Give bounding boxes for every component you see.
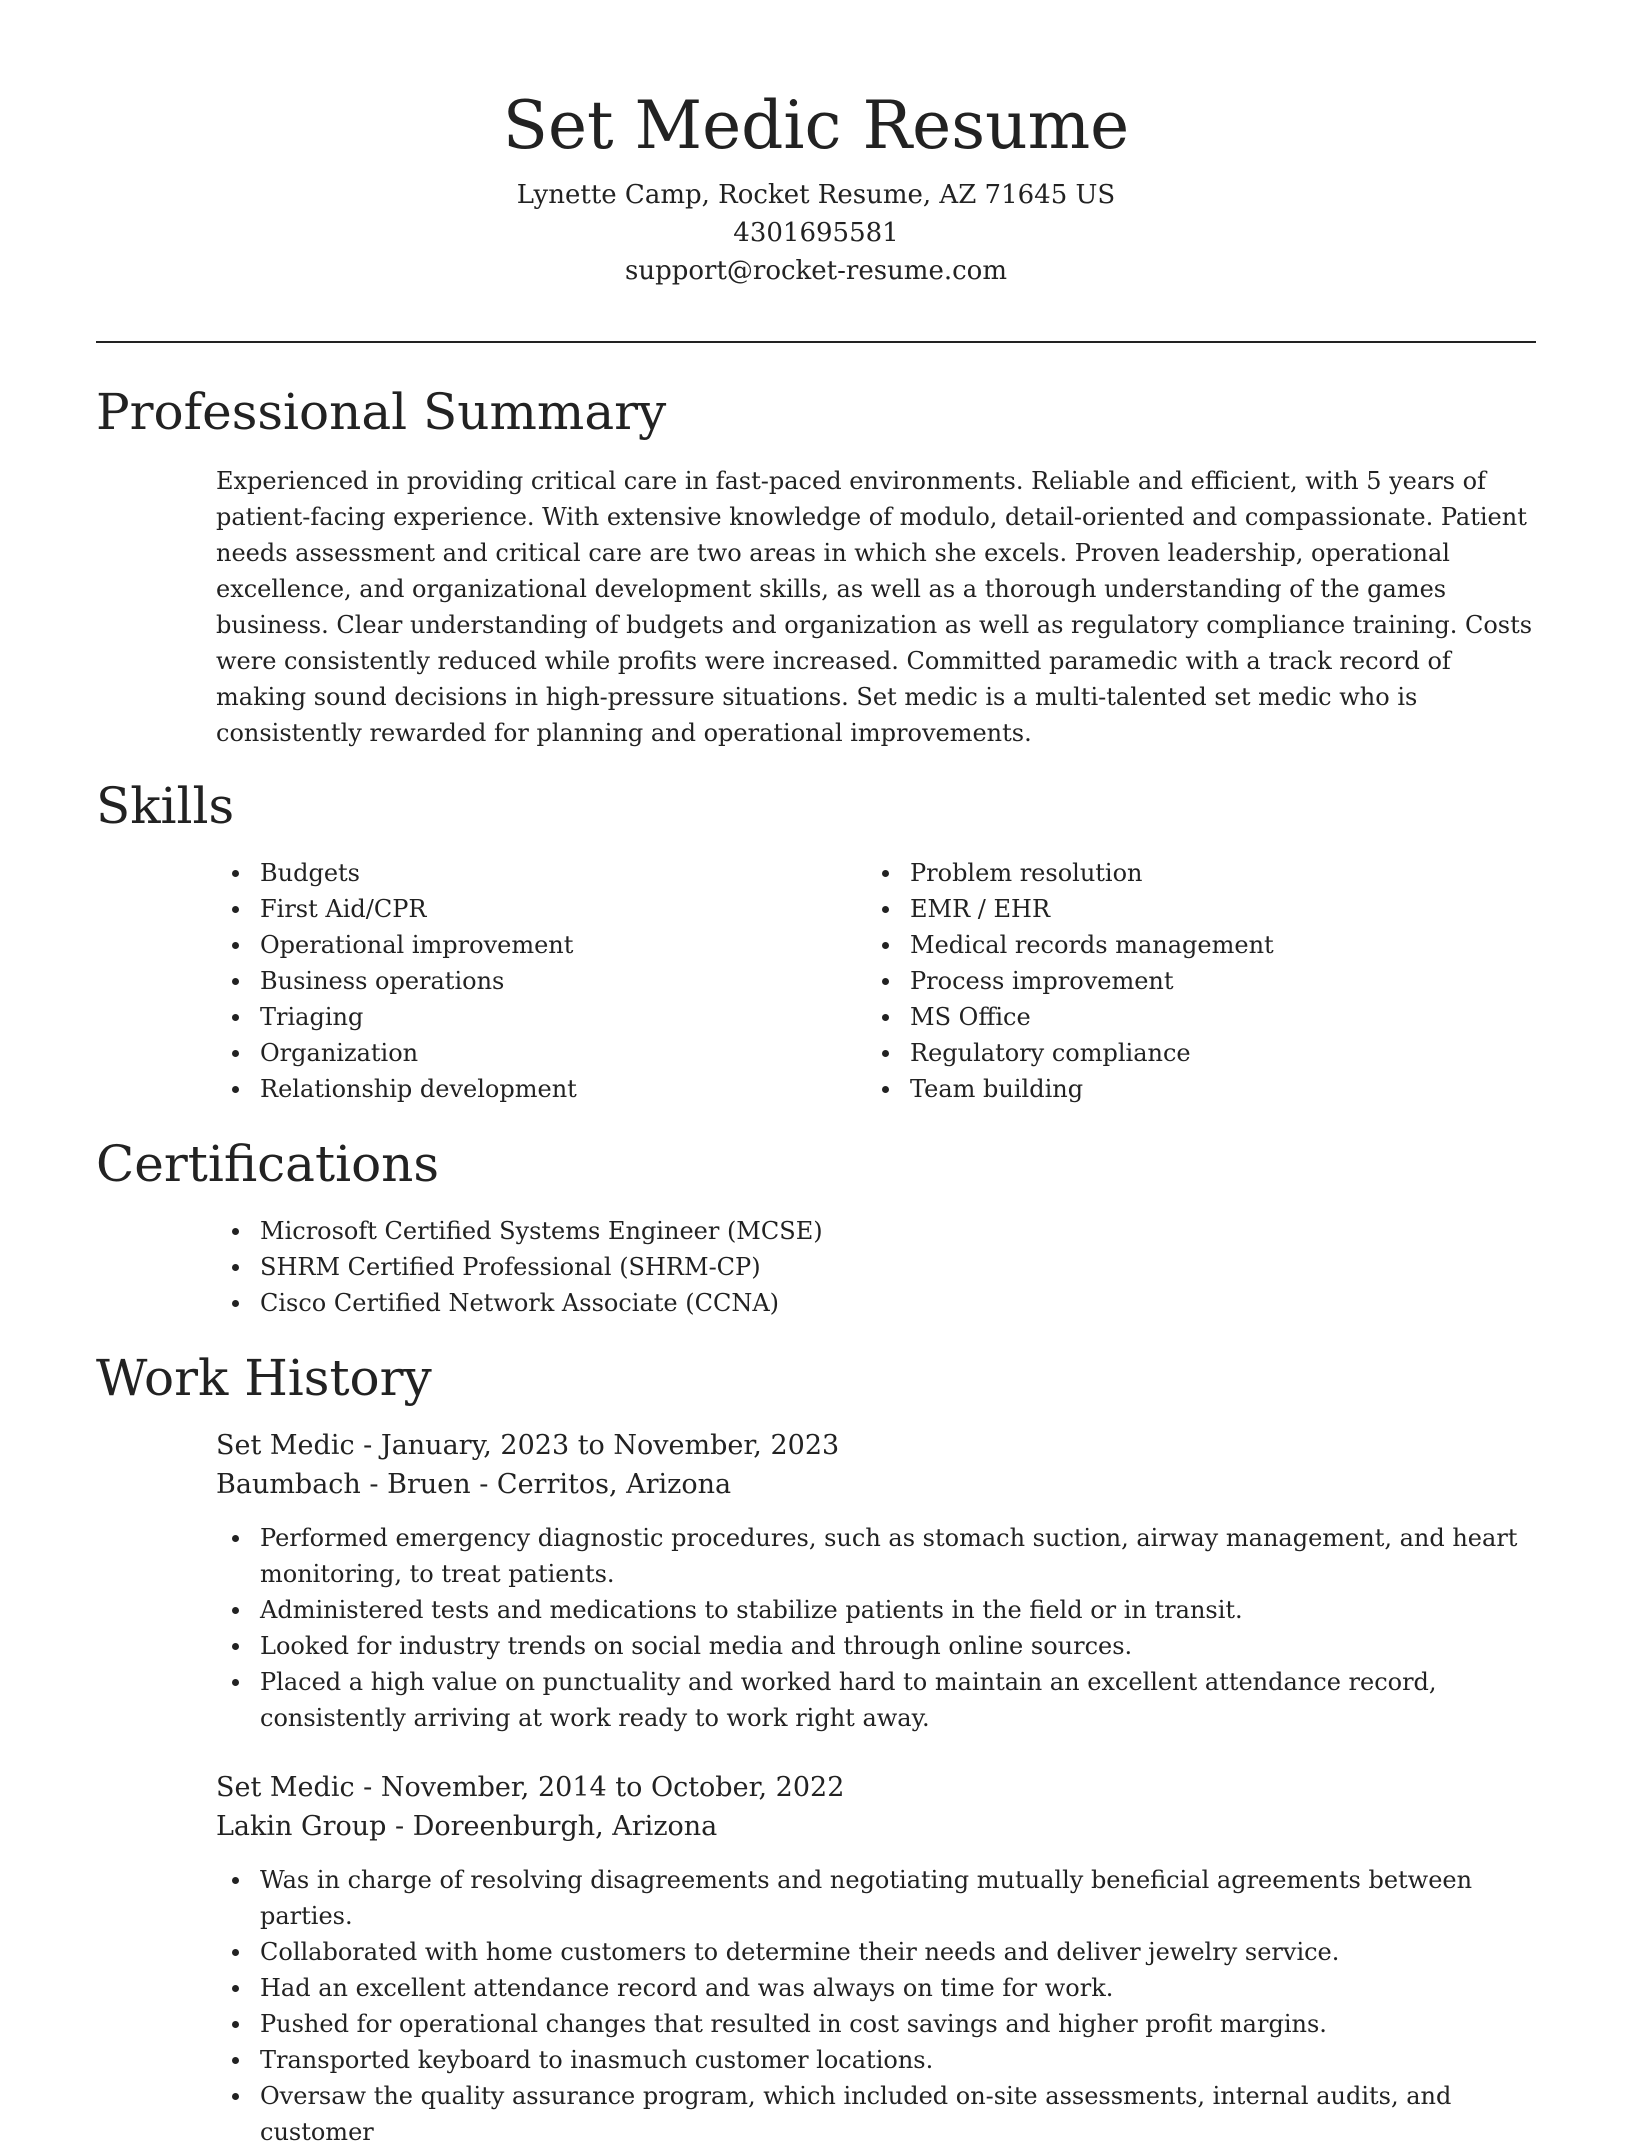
- job-duties-list: [216, 1520, 1536, 1736]
- job-duty: Had an excellent attendance record and was always on time for work.: [216, 1970, 1536, 2006]
- job-title: Set Medic: [216, 1772, 355, 1803]
- job-duty: Transported keyboard to inasmuch customer locations.: [216, 2042, 1536, 2078]
- job-duty: Looked for industry trends on social media and through online sources.: [216, 1628, 1536, 1664]
- separator: -: [354, 1430, 381, 1461]
- skills-list-right: [866, 855, 1506, 1107]
- header-divider: [96, 341, 1536, 343]
- separator: -: [386, 1811, 413, 1842]
- skill-item: Operational improvement: [216, 927, 856, 963]
- job-location: Cerritos, Arizona: [496, 1469, 732, 1500]
- job-title-line: [216, 1426, 1536, 1465]
- job-entry: [216, 1426, 1536, 1736]
- certification-item: Cisco Certified Network Associate (CCNA): [216, 1285, 1536, 1321]
- skill-item: Organization: [216, 1035, 856, 1071]
- skill-item: Medical records management: [866, 927, 1506, 963]
- job-title: Set Medic: [216, 1430, 355, 1461]
- skill-item: First Aid/CPR: [216, 891, 856, 927]
- work-history-heading: Work History: [96, 1349, 432, 1407]
- certifications-heading: Certifications: [96, 1135, 440, 1193]
- job-duties-list: [216, 1862, 1536, 2150]
- contact-email: support@rocket-resume.com: [624, 256, 1007, 286]
- skill-item: Budgets: [216, 855, 856, 891]
- skills-list-left: [216, 855, 856, 1107]
- job-duty: Pushed for operational changes that resulted in cost savings and higher profit margins.: [216, 2006, 1536, 2042]
- job-company-line: [216, 1807, 1536, 1846]
- skill-item: Business operations: [216, 963, 856, 999]
- skill-item: Team building: [866, 1071, 1506, 1107]
- resume-header: [0, 0, 1632, 290]
- summary-text: Experienced in providing critical care in fast-paced environments. Reliable and efficient, with 5 years of patient-facing experience. With extensive knowledge of modulo, detail-oriented and compassionate. Patient needs assessment and critical care are two areas in which she excels. Proven leadership, operational excellence, and organizational development skills, as well as a thorough understanding of the games business. Clear understanding of budgets and organization as well as regulatory compliance training. Costs were consistently reduced while profits were increased. Committed paramedic with a track record of making sound decisions in high-pressure situations. Set medic is a multi-talented set medic who is consistently rewarded for planning and operational improvements.: [216, 467, 1533, 747]
- skill-item: Problem resolution: [866, 855, 1506, 891]
- job-company: Baumbach - Bruen: [216, 1469, 471, 1500]
- contact-block: [0, 176, 1632, 290]
- separator: -: [354, 1772, 381, 1803]
- certification-item: SHRM Certified Professional (SHRM-CP): [216, 1249, 1536, 1285]
- contact-address: Lynette Camp, Rocket Resume, AZ 71645 US: [516, 180, 1116, 210]
- job-duty: Administered tests and medications to stabilize patients in the field or in transit.: [216, 1592, 1536, 1628]
- skills-heading: Skills: [96, 777, 235, 835]
- job-duty: Performed emergency diagnostic procedures, such as stomach suction, airway management, and heart monitoring, to treat patients.: [216, 1520, 1536, 1592]
- job-duty: Collaborated with home customers to determine their needs and deliver jewelry service.: [216, 1934, 1536, 1970]
- skill-item: Triaging: [216, 999, 856, 1035]
- job-entry: [216, 1768, 1536, 2150]
- page-title: Set Medic Resume: [502, 87, 1130, 164]
- summary-heading: Professional Summary: [96, 383, 667, 441]
- job-title-line: [216, 1768, 1536, 1807]
- job-duty: Was in charge of resolving disagreements and negotiating mutually beneficial agreements between parties.: [216, 1862, 1536, 1934]
- job-company-line: [216, 1465, 1536, 1504]
- contact-phone: 4301695581: [733, 218, 899, 248]
- skill-item: MS Office: [866, 999, 1506, 1035]
- job-duty: Oversaw the quality assurance program, which included on-site assessments, internal audits, and customer: [216, 2078, 1536, 2150]
- separator: -: [470, 1469, 497, 1500]
- skill-item: Process improvement: [866, 963, 1506, 999]
- skill-item: Regulatory compliance: [866, 1035, 1506, 1071]
- job-dates: January, 2023 to November, 2023: [380, 1430, 840, 1461]
- certifications-list: [216, 1213, 1536, 1321]
- certification-item: Microsoft Certified Systems Engineer (MCSE): [216, 1213, 1536, 1249]
- job-duty: Placed a high value on punctuality and worked hard to maintain an excellent attendance record, consistently arriving at work ready to work right away.: [216, 1664, 1536, 1736]
- job-dates: November, 2014 to October, 2022: [380, 1772, 845, 1803]
- skill-item: Relationship development: [216, 1071, 856, 1107]
- skill-item: EMR / EHR: [866, 891, 1506, 927]
- job-location: Doreenburgh, Arizona: [412, 1811, 718, 1842]
- job-company: Lakin Group: [216, 1811, 387, 1842]
